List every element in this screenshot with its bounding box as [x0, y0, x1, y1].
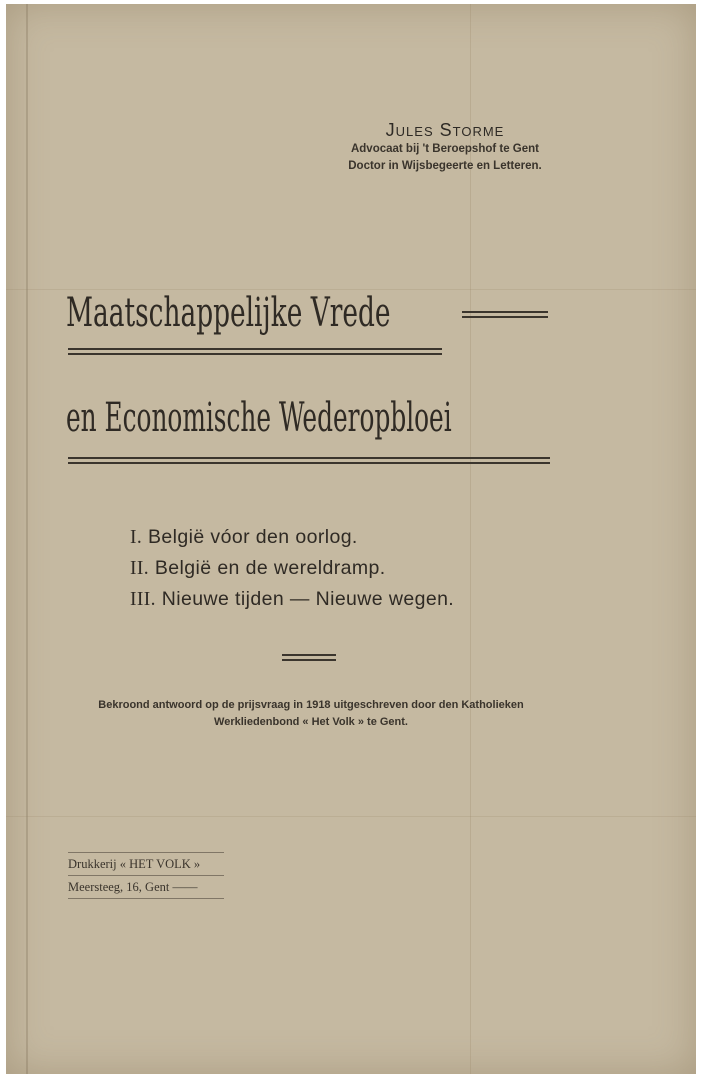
author-name: Jules Storme: [385, 120, 505, 140]
contents-text: Nieuwe tijden — Nieuwe wegen.: [161, 588, 455, 610]
award-note-line-1: Bekroond antwoord op de prijsvraag in 1918 uitgeschreven door den Katholieken: [98, 699, 524, 711]
title-rule-short-1: [462, 311, 548, 318]
contents-number: I.: [130, 527, 143, 548]
printer-name: Drukkerij « HET VOLK »: [68, 852, 224, 875]
contents-list: [130, 522, 454, 615]
fold-line-horizontal-lower: [6, 816, 696, 817]
contents-item: [130, 522, 454, 553]
author-title-2: Doctor in Wijsbegeerte en Letteren.: [348, 160, 542, 172]
author-title-1: Advocaat bij 't Beroepshof te Gent: [350, 143, 540, 155]
title-line-2: en Economische Wederopbloei: [66, 395, 452, 441]
title-line-1: Maatschappelijke Vrede: [66, 290, 391, 336]
printer-address: Meersteeg, 16, Gent ——: [68, 875, 224, 899]
spine-edge: [26, 4, 28, 1074]
award-note-line-2: Werkliedenbond « Het Volk » te Gent.: [214, 716, 408, 728]
title-rule-under-1: [68, 348, 442, 355]
contents-number: II.: [130, 558, 150, 579]
title-rule-under-2: [68, 457, 550, 464]
contents-item: [130, 584, 454, 615]
contents-text: België vóor den oorlog.: [148, 526, 358, 548]
award-note: [62, 697, 560, 731]
printer-imprint: [68, 852, 224, 899]
contents-item: [130, 553, 454, 584]
section-divider: [282, 654, 336, 661]
author-block: [315, 120, 575, 175]
contents-text: België en de wereldramp.: [154, 557, 386, 579]
contents-number: III.: [130, 589, 156, 610]
